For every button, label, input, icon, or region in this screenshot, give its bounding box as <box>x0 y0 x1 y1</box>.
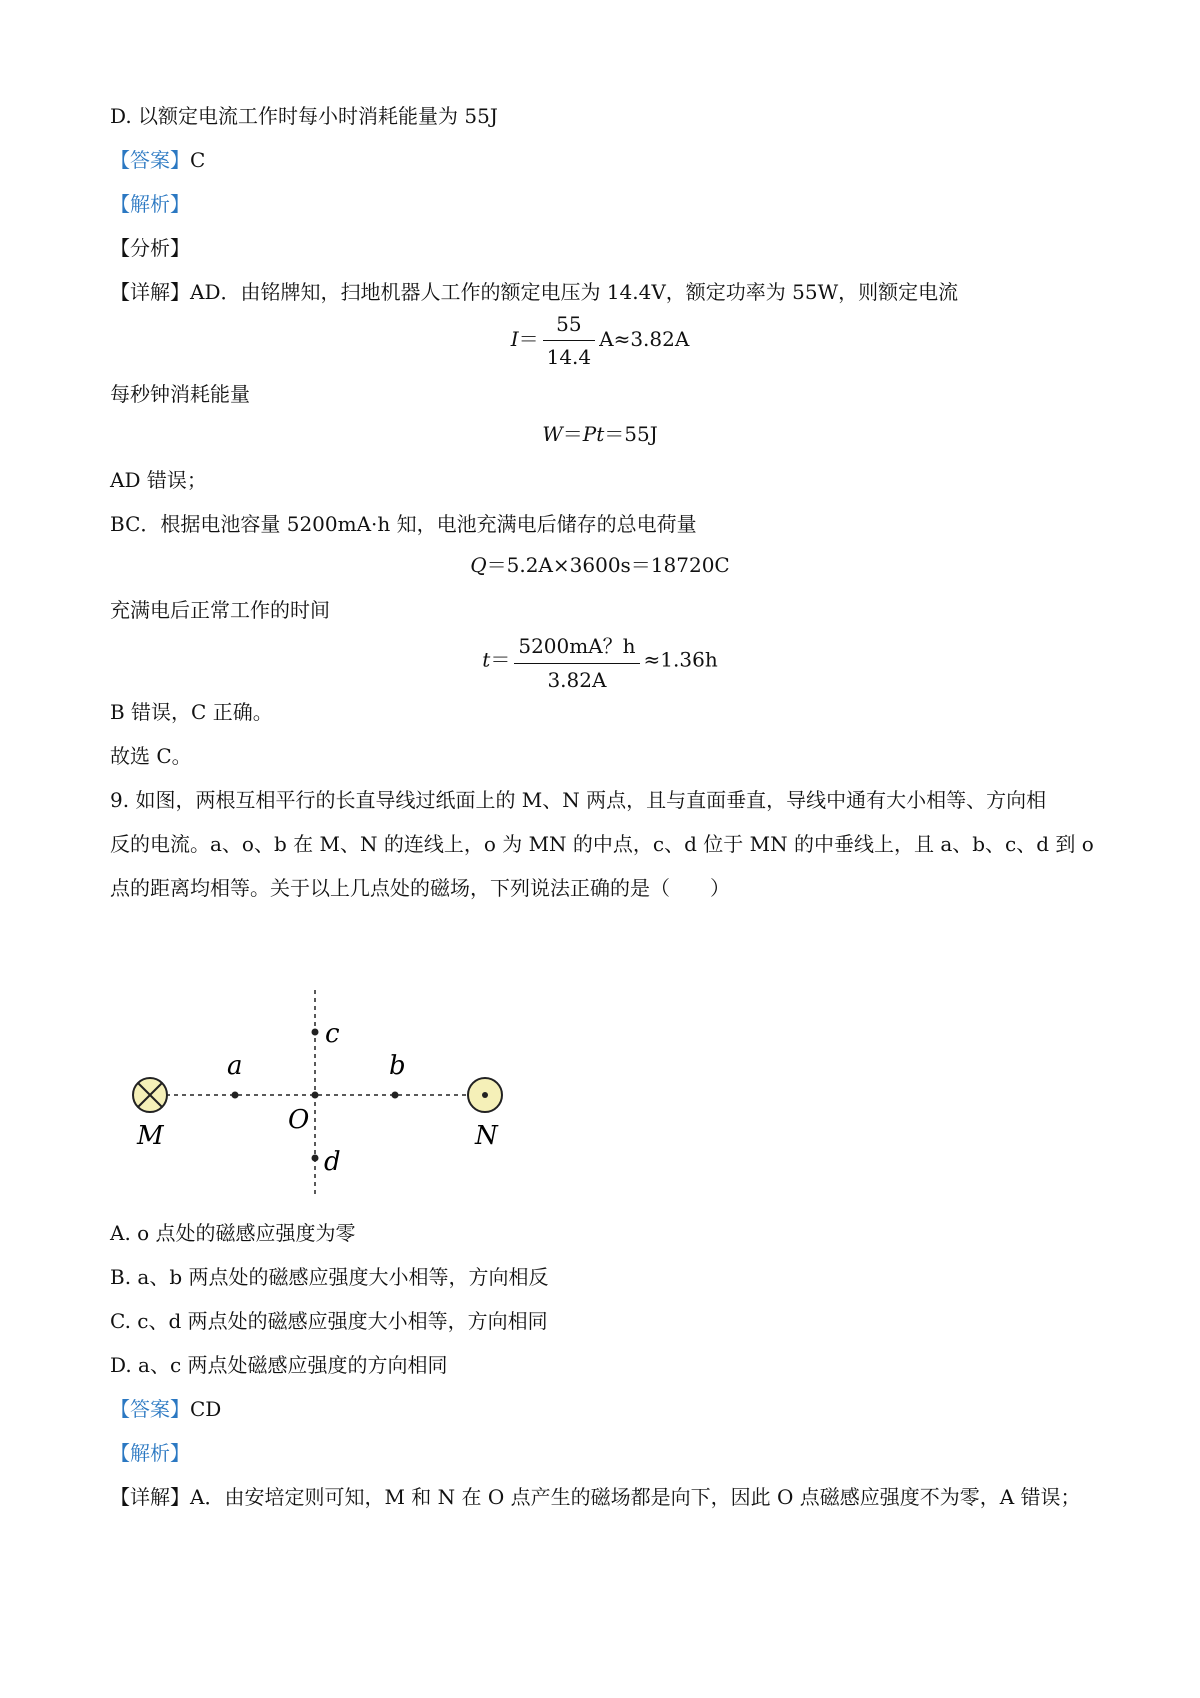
point-b <box>392 1092 399 1099</box>
answer-tag: 【答案】 <box>110 148 190 172</box>
energy-line: 每秒钟消耗能量 <box>110 382 250 406</box>
point-c <box>312 1029 319 1036</box>
q9-stem-line1: 9. 如图，两根互相平行的长直导线过纸面上的 M、N 两点，且与直面垂直，导线中通有大小相等、方向相 <box>110 788 1047 812</box>
q9-detail-line <box>110 1487 1081 1507</box>
label-c: c <box>325 1019 340 1049</box>
detail-tag: 【详解】 <box>110 1485 190 1509</box>
equation-time: t＝ $\frac{5200mA?h}{3.82A}$ ≈1.36h <box>0 630 1200 692</box>
point-a <box>232 1092 239 1099</box>
detail-line <box>110 282 958 302</box>
label-o: O <box>288 1105 310 1135</box>
equation-current: I＝ $\frac{55}{14.4}$ A≈3.82A <box>510 312 690 369</box>
point-d <box>312 1155 319 1162</box>
point-o <box>312 1092 319 1099</box>
label-d: d <box>324 1147 341 1177</box>
bc-line: BC．根据电池容量 5200mA·h 知，电池充满电后储存的总电荷量 <box>110 512 697 536</box>
q9-option-d: D. a、c 两点处磁感应强度的方向相同 <box>110 1353 448 1377</box>
q9-option-b: B. a、b 两点处的磁感应强度大小相等，方向相反 <box>110 1265 549 1289</box>
answer-value: CD <box>190 1397 222 1421</box>
q9-stem-line3: 点的距离均相等。关于以上几点处的磁场，下列说法正确的是（ ） <box>110 876 730 900</box>
time-line: 充满电后正常工作的时间 <box>110 598 330 622</box>
label-b: b <box>389 1051 406 1081</box>
ad-wrong: AD 错误； <box>110 468 207 492</box>
answer-value: C <box>190 148 206 172</box>
q9-analysis-tag: 【解析】 <box>110 1441 190 1465</box>
equation-charge: Q＝5.2A×3600s＝18720C <box>470 553 730 577</box>
label-n: N <box>475 1121 498 1151</box>
fenxi-tag: 【分析】 <box>110 236 190 260</box>
q9-answer-line <box>110 1399 221 1419</box>
detail-text: A．由安培定则可知，M 和 N 在 O 点产生的磁场都是向下，因此 O 点磁感应强度不为零，A 错误； <box>190 1485 1081 1509</box>
label-a: a <box>227 1051 243 1081</box>
prev-answer-line <box>110 150 205 170</box>
fraction: $\frac{55}{14.4}$ <box>543 312 596 369</box>
wire-field-diagram <box>110 985 550 1195</box>
fraction: $\frac{5200mA?h}{3.82A}$ <box>514 630 639 692</box>
q9-option-a: A. o 点处的磁感应强度为零 <box>110 1221 356 1245</box>
q9-stem-line2: 反的电流。a、o、b 在 M、N 的连线上，o 为 MN 的中点，c、d 位于 MN 的中垂线上，且 a、b、c、d 到 o <box>110 832 1094 856</box>
analysis-tag: 【解析】 <box>110 192 190 216</box>
q9-option-c: C. c、d 两点处的磁感应强度大小相等，方向相同 <box>110 1309 548 1333</box>
equation-energy: W＝Pt＝55J <box>542 422 658 446</box>
label-m: M <box>137 1121 164 1151</box>
detail-text: AD．由铭牌知，扫地机器人工作的额定电压为 14.4V，额定功率为 55W，则额定电流 <box>190 280 959 304</box>
b-wrong-c-right: B 错误，C 正确。 <box>110 700 273 724</box>
prev-option-d: D. 以额定电流工作时每小时消耗能量为 55J <box>110 104 498 128</box>
answer-tag: 【答案】 <box>110 1397 190 1421</box>
detail-tag: 【详解】 <box>110 280 190 304</box>
choose-c: 故选 C。 <box>110 744 192 768</box>
